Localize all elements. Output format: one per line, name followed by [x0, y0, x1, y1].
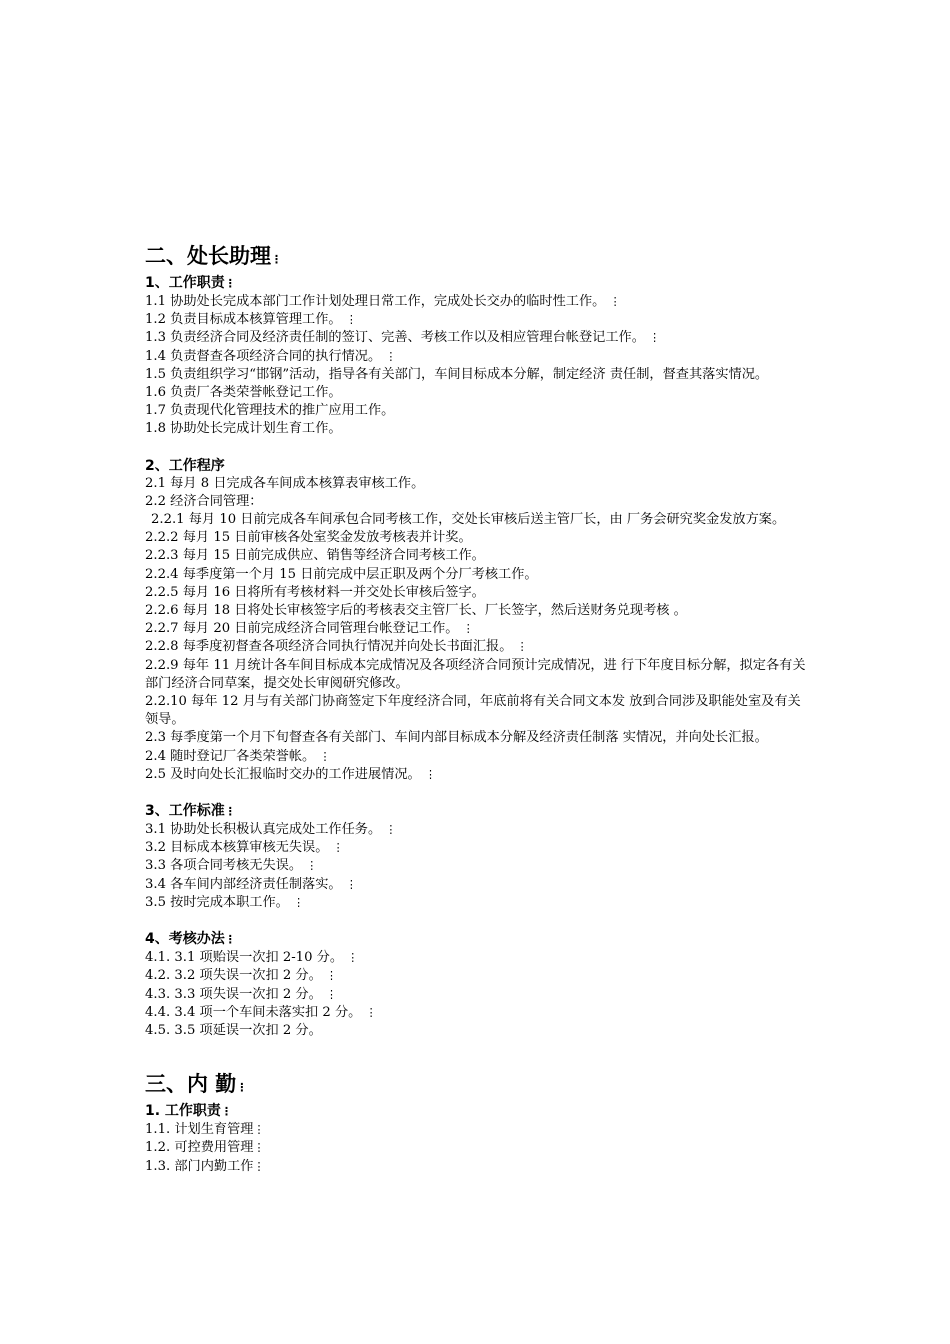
document-page: [145, 242, 810, 1176]
list-item: 4.4. 3.4 项一个车间未落实扣 2 分。 ⋮: [145, 1004, 377, 1020]
list-item: 3.3 各项合同考核无失误。 ⋮: [145, 858, 318, 874]
list-item: 1.4 负责督查各项经济合同的执行情况。 ⋮: [145, 348, 397, 364]
list-item: 2.2.6 每月 18 日将处长审核签字后的考核表交主管厂长、厂长签字，然后送财务兑现考核 。: [145, 603, 687, 619]
list-item: 1.7 负责现代化管理技术的推广应用工作。: [145, 403, 395, 419]
list-item: 1.6 负责厂各类荣誉帐登记工作。: [145, 385, 342, 401]
list-item: 2.2.5 每月 16 日将所有考核材料一并交处长审核后签字。: [145, 584, 485, 600]
list-item: 1.2 负责目标成本核算管理工作。 ⋮: [145, 312, 357, 328]
list-item: 2.2 经济合同管理：: [145, 493, 263, 509]
list-item: 1.3. 部门内勤工作⋮: [145, 1158, 265, 1174]
list-item: 1.3 负责经济合同及经济责任制的签订、完善、考核工作以及相应管理台帐登记工作。 ⋮: [145, 330, 661, 346]
list-item: 2.2.7 每月 20 日前完成经济合同管理台帐登记工作。 ⋮: [145, 621, 474, 637]
list-item: 2.2.2 每月 15 日前审核各处室奖金发放考核表并计奖。: [145, 530, 472, 546]
subsection-heading: 2、工作程序: [145, 457, 225, 474]
list-item: 4.1. 3.1 项贻误一次扣 2-10 分。 ⋮: [145, 950, 359, 966]
list-item: 1.5 负责组织学习“邯钢”活动，指导各有关部门，车间目标成本分解，制定经济 责任制，督查其落实情况。: [145, 366, 769, 382]
list-item: 1.2. 可控费用管理⋮: [145, 1140, 265, 1156]
subsection-heading: 1. 工作职责⋮: [145, 1103, 232, 1120]
list-item: 2.2.4 每季度第一个月 15 日前完成中层正职及两个分厂考核工作。: [145, 566, 538, 582]
subsection-heading: 3、工作标准⋮: [145, 803, 236, 820]
list-item: 2.4 随时登记厂各类荣誉帐。 ⋮: [145, 748, 331, 764]
list-item: 2.2.3 每月 15 日前完成供应、销售等经济合同考核工作。: [145, 548, 485, 564]
subsection-heading: 1、工作职责⋮: [145, 275, 236, 291]
section-title: 三、内 勤⋮: [145, 1072, 248, 1097]
section-title: 二、处长助理⋮: [145, 244, 282, 268]
list-item: 1.1. 计划生育管理⋮: [145, 1122, 265, 1138]
list-item: 1.1 协助处长完成本部门工作计划处理日常工作，完成处长交办的临时性工作。 ⋮: [145, 294, 621, 309]
list-item: 2.2.1 每月 10 日前完成各车间承包合同考核工作，交处长审核后送主管厂长，由 厂务会研究奖金发放方案。: [151, 512, 786, 528]
list-item: 2.5 及时向处长汇报临时交办的工作进展情况。 ⋮: [145, 766, 436, 782]
list-item: 3.4 各车间内部经济责任制落实。 ⋮: [145, 876, 357, 892]
list-item: 3.5 按时完成本职工作。 ⋮: [145, 894, 305, 910]
list-item: 4.2. 3.2 项失误一次扣 2 分。 ⋮: [145, 968, 337, 984]
subsection-heading: 4、考核办法⋮: [145, 931, 236, 948]
list-item: 2.1 每月 8 日完成各车间成本核算表审核工作。: [145, 475, 425, 491]
list-item: 2.2.10 每年 12 月与有关部门协商签定下年度经济合同，年底前将有关合同文本发 放到合同涉及职能处室及有关领导。: [145, 694, 801, 728]
list-item: 2.2.9 每年 11 月统计各车间目标成本完成情况及各项经济合同预计完成情况，进 行下年度目标分解，拟定各有关部门经济合同草案，提交处长审阅研究修改。: [145, 657, 806, 691]
list-item: 2.2.8 每季度初督查各项经济合同执行情况并向处长书面汇报。 ⋮: [145, 639, 528, 655]
list-item: 3.2 目标成本核算审核无失误。 ⋮: [145, 840, 344, 856]
list-item: 3.1 协助处长积极认真完成处工作任务。 ⋮: [145, 822, 397, 838]
list-item: 4.3. 3.3 项失误一次扣 2 分。 ⋮: [145, 986, 337, 1002]
list-item: 1.8 协助处长完成计划生育工作。: [145, 421, 342, 437]
list-item: 4.5. 3.5 项延误一次扣 2 分。: [145, 1022, 322, 1038]
list-item: 2.3 每季度第一个月下旬督查各有关部门、车间内部目标成本分解及经济责任制落 实情况，并向处长汇报。: [145, 730, 768, 746]
